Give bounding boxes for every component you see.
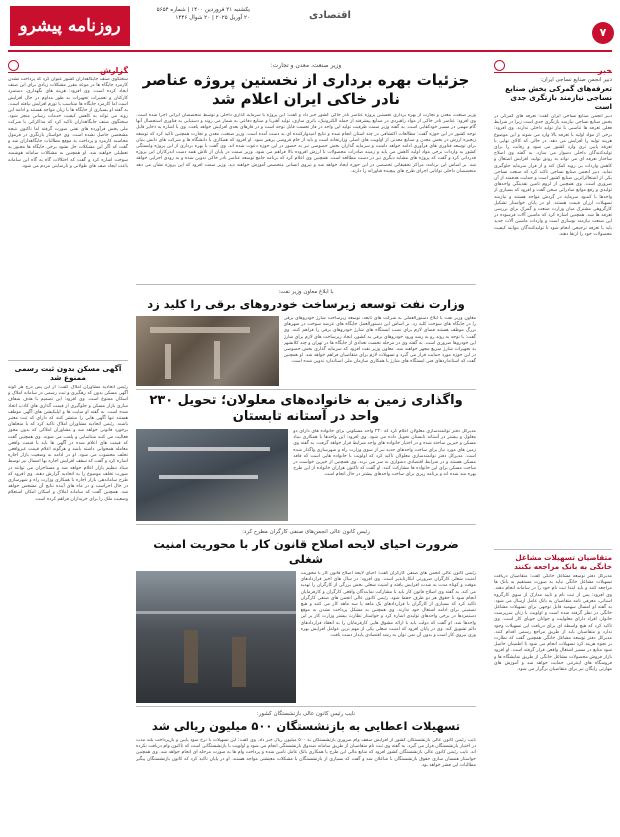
story-row	[136, 316, 476, 386]
story-kicker: با ابلاغ معاون وزیر نفت:	[278, 289, 334, 295]
circle-icon	[8, 60, 19, 71]
story-body-text: نایب رئیس کانون عالی بازنشستگان کشور از افزایش سقف وام ضروری بازنشستگان به ۵۰۰ میلیون ریال خبر داد. وی گفت: این تسهیلات با نرخ سود پایین و بازپرداخت بلند مدت در اختیار بازنشستگان قرار می گیرد. به گفته وی ثبت نام متقاضیان از طریق سامانه صندوق بازنشستگی انجام می شود و اولویت با بازنشستگانی است که تاکنون وام دریافت نکرده اند. نایب رئیس کانون عالی بازنشستگان کشور افزود که منابع مالی این طرح با همکاری بانک عامل تامین شده و پرداخت وام ها به صورت مرحله ای انجام خواهد شد. وی همچنین خواستار همسان سازی حقوق بازنشستگان با شاغلان شد و گفت که بسیاری از بازنشستگان با مشکلات معیشتی مواجه هستند. او در پایان تاکید کرد که کانون بازنشستگان پیگیر مطالبات این قشر خواهد بود.	[136, 738, 476, 768]
news-tag	[494, 58, 612, 73]
lead-body	[136, 113, 476, 281]
news-tag-label: خبر	[597, 66, 612, 75]
issue-date-line-2: ۲۰ آوریل ۲۰۲۵ | ۲۰ شوال ۱۴۴۶	[175, 15, 250, 21]
header-divider	[8, 50, 612, 52]
report-tag-label: گزارش	[99, 66, 128, 75]
housing-photo	[136, 429, 288, 521]
circle-icon	[494, 60, 505, 71]
main-column	[136, 58, 476, 828]
divider	[8, 360, 128, 361]
lead-body-text: وزیر صنعت، معدن و تجارت از بهره برداری نخستین پروژه عناصر نادر خاکی کشور خبر داد و گفت: این پروژه با سرمایه گذاری داخلی و توسط متخصصان ایرانی اجرا شده است. وی افزود: عناصر نادر خاکی از مواد راهبردی در صنایع پیشرفته از جمله الکترونیک، باتری سازی، تولید آهنربا و صنایع دفاعی به شمار می روند و دستیابی به فناوری استحصال آنها گام مهمی در مسیر خودکفایی است. به گفته وزیر صمت ظرفیت تولید این واحد در فاز نخست قابل توجه است و در فازهای بعدی افزایش خواهد یافت. وی با اشاره به ذخایر قابل توجه کشور در این حوزه گفت: مطالعات اکتشافی در چند استان انجام شده و نتایج امیدوارکننده ای به دست آمده است. وزیر صنعت، معدن و تجارت همچنین تاکید کرد که توسعه زنجیره ارزش در بخش معدن و صنایع معدنی از اولویت های اصلی وزارتخانه است و باید از خام فروشی پرهیز شود. او افزود که همکاری با دانشگاه ها و شرکت های دانش بنیان برای توسعه فناوری های فرآوری ادامه خواهد داشت و سرمایه گذاران بخش خصوصی نیز به حضور در این حوزه دعوت شده اند. وی گفت با بهره برداری از این پروژه وابستگی کشور به واردات برخی مواد اولیه کاهش می یابد و زمینه صادرات محصولات با ارزش افزوده بالا فراهم می شود. وزیر صمت در پایان از تلاش همه دست اندرکاران این پروژه قدردانی کرد و گفت که پروژه های مشابه دیگری نیز در دست مطالعه است. همچنین وی اعلام کرد که برنامه جامع توسعه عناصر نادر خاکی تدوین شده و به زودی اجرایی خواهد شد. بر اساس این برنامه، مراکز تحقیقاتی تخصصی در این حوزه ایجاد خواهد شد و نیروی انسانی متخصص آموزش خواهند دید. وزیر صمت افزود که این پروژه نشان می دهد متخصصان داخلی توانایی اجرای طرح های پیچیده فناورانه را دارند.	[136, 113, 476, 174]
story-body: مدیرکل دفتر توانمندسازی معلولان اعلام کرد که ۲۳۰ واحد مسکونی برای خانواده های دارای دو معلول و بیشتر در آستانه تابستان تحویل داده می شود. وی افزود: این واحدها با همکاری بنیاد مسکن و خیرین ساخته شده و در اختیار خانواده های واجد شرایط قرار خواهد گرفت. به گفته وی زمین های مورد نیاز برای ساخت واحدهای جدید نیز از سوی وزارت راه و شهرسازی واگذار شده است. مدیرکل دفتر توانمندسازی معلولان تاکید کرد که اولویت با خانواده هایی است که فاقد مسکن هستند و در شرایط اقتصادی دشواری به سر می برند. وی همچنین از خیرین خواست در ساخت مسکن برای این خانواده ها مشارکت کنند. او گفت که تاکنون هزاران خانواده از این طرح بهره مند شده اند و برنامه ریزی برای ساخت واحدهای بیشتر در حال انجام است.	[293, 429, 476, 478]
section-title: اقتصادی	[309, 10, 351, 21]
story-body: مدیرکل دفتر توسعه مشاغل خانگی گفت: متقاضیان دریافت تسهیلات مشاغل خانگی نباید به صورت مستقیم به بانک ها مراجعه کنند و باید ابتدا ثبت نام خود را در سامانه انجام دهند. وی افزود: پس از ثبت نام و تایید مدارک از سوی کارگروه استانی، معرفی نامه متقاضیان به بانک عامل ارسال می شود. به گفته او امسال سهمیه قابل توجهی برای تسهیلات مشاغل خانگی در نظر گرفته شده است و اولویت با زنان سرپرست خانوار، افراد دارای معلولیت و جوانان جویای کار است. وی تاکید کرد که هیچ واسطه ای برای دریافت این تسهیلات وجود ندارد و متقاضیان باید از طریق مراجع رسمی اقدام کنند. مدیرکل دفتر توسعه مشاغل خانگی همچنین گفت که نظارت بر نحوه هزینه کرد تسهیلات انجام می شود تا اطمینان حاصل شود منابع در مسیر اشتغال واقعی قرار گرفته است. او افزود بازار فروش محصولات مشاغل خانگی از طریق نمایشگاه ها و فروشگاه های اینترنتی حمایت خواهد شد و آموزش های مهارتی رایگان نیز برای متقاضیان برگزار می شود.	[494, 574, 612, 673]
left-column	[8, 58, 128, 828]
story-headline: واگذاری زمین به خانواده‌های معلولان؛ تحویل ۲۳۰ واحد در آستانه تابستان	[149, 393, 463, 424]
report-tag	[8, 58, 128, 73]
story-body: معاون وزیر نفت با ابلاغ دستورالعملی به شرکت های تابعه، توسعه زیرساخت شارژ خودروهای برقی را در جایگاه های سوخت کلید زد. بر اساس این دستورالعمل جایگاه های عرضه سوخت در شهرهای بزرگ موظف هستند فضای لازم برای نصب ایستگاه های شارژ خودروهای برقی را فراهم کنند. وی گفت: با توجه به روند رو به رشد ورود خودروهای برقی به کشور، ایجاد زیرساخت های لازم برای شارژ این خودروها ضروری است. به گفته وی در مرحله نخست تعدادی از جایگاه ها در تهران و چند کلانشهر به تجهیزات شارژ سریع مجهز خواهند شد. معاون وزیر نفت افزود که سرمایه گذاری بخش خصوصی در این حوزه مورد حمایت قرار می گیرد و تسهیلات لازم برای متقاضیان فراهم خواهد شد. او همچنین گفت که استانداردهای فنی ایستگاه های شارژ با همکاری سازمان ملی استاندارد تدوین شده است.	[283, 316, 476, 365]
ev-charging-photo	[136, 316, 279, 386]
lead-headline: جزئیات بهره برداری از نخستین پروژه عناصر نادر خاکی ایران اعلام شد	[142, 71, 470, 108]
issue-date-line: یکشنبه ۳۱ فروردین ۱۴۰۰ | شماره ۵۶۵۴	[156, 7, 250, 13]
story-kicker: رئیس کانون عالی انجمن‌های صنفی کارگران مطرح کرد:	[242, 529, 370, 535]
right-column	[494, 58, 612, 828]
divider	[136, 389, 476, 390]
story-kicker: دبیر انجمن صنایع نساجی ایران:	[540, 77, 612, 83]
story-headline: وزارت نفت توسعه زیرساخت خودروهای برقی را کلید زد	[147, 297, 465, 311]
lead-kicker: وزیر صنعت، معدن و تجارت:	[270, 62, 342, 69]
story-headline: متقاضیان تسهیلات مشاغل خانگی به بانک مراجعه نکنند	[514, 553, 612, 571]
divider	[494, 549, 612, 550]
story-body: رئیس کانون عالی انجمن های صنفی کارگران گفت: احیای لایحه اصلاح قانون کار با محوریت امنیت شغلی کارگران ضرورتی انکارناپذیر است. وی افزود: در سال های اخیر قراردادهای موقت و کوتاه مدت به شدت افزایش یافته و امنیت شغلی بخش بزرگی از کارگران را تهدید می کند. به گفته وی اصلاح قانون کار باید با مشارکت نمایندگان واقعی کارگران و کارفرمایان انجام شود تا حقوق هر دو طرف حفظ شود. رئیس کانون عالی انجمن های صنفی کارگران تاکید کرد که بسیاری از کارگران با قراردادهای یک ماهه یا سه ماهه کار می کنند و هیچ تضمینی برای ادامه اشتغال خود ندارند. وی همچنین به مشکل پرداخت نشدن به موقع دستمزدها در برخی واحدهای تولیدی اشاره کرد و خواستار نظارت بیشتر وزارت کار بر این واحدها شد. او گفت که دولت باید با ارائه مشوق هایی کارفرمایان را به انعقاد قراردادهای دائم تشویق کند. وی در پایان افزود که امنیت شغلی یکی از مهم ترین عوامل افزایش بهره وری نیروی کار است و بدون آن نمی توان به رشد اقتصادی پایدار دست یافت.	[300, 571, 476, 639]
story-headline: تسهیلات اعطایی به بازنشستگان ۵۰۰ میلیون ریالی شد	[151, 719, 461, 733]
report-body: سخنگوی صنف جایگاهداران کشور عنوان کرد که پرداخت نشدن کارمزد جایگاه ها در موعد مقرر مشکلات زیادی برای این صنف ایجاد کرده است. وی افزود: هزینه های نگهداری، دستمزد کارکنان و تعمیرات تجهیزات به طور مداوم در حال افزایش است اما کارمزد جایگاه ها متناسب با تورم افزایش نیافته است. به گفته او بسیاری از جایگاه ها با زیان مواجه هستند و ادامه این روند می تواند به کاهش کیفیت خدمات رسانی منجر شود. سخنگوی صنف جایگاهداران تاکید کرد که مذاکراتی با شرکت ملی پخش فرآورده های نفتی صورت گرفته اما تاکنون نتیجه مشخصی حاصل نشده است. وی خواستار بازنگری در فرمول محاسبه کارمزد و پرداخت به موقع مطالبات جایگاهداران شد و گفت که اگر این مشکلات حل نشود برخی جایگاه ها مجبور به تعطیلی خواهند شد. او همچنین به مشکلات سامانه هوشمند سوخت اشاره کرد و گفت که اختلالات گاه به گاه این سامانه باعث ایجاد صف های طولانی و نارضایتی مردم می شود.	[8, 77, 128, 169]
story-body	[136, 738, 476, 810]
story-row	[136, 571, 476, 703]
issue-info	[140, 6, 250, 22]
page-number: ۷	[592, 22, 614, 44]
workers-photo	[136, 571, 296, 703]
story-headline: تعرفه‌های گمرکی بخش صنایع نساجی نیازمند بازنگری جدی است	[505, 84, 612, 111]
divider	[136, 284, 476, 285]
story-body: رئیس اتحادیه مشاوران املاک گفت: از این پس درج هر گونه آگهی مسکن بدون کد رهگیری و ثبت رسمی در سامانه املاک و اسکان ممنوع است. وی افزود: این تصمیم با هدف شفاف سازی بازار مسکن و جلوگیری از قیمت گذاری های کاذب اتخاذ شده است. به گفته او سایت ها و اپلیکیشن های آگهی موظف هستند تنها آگهی هایی را منتشر کنند که دارای کد ثبت معتبر باشند. رئیس اتحادیه مشاوران املاک تاکید کرد که با متخلفان برخورد قانونی خواهد شد و مشاوران املاکی که بدون مجوز فعالیت می کنند شناسایی و پلمب می شوند. وی همچنین گفت که قیمت های اعلام شده در آگهی ها باید با قیمت واقعی معامله همخوانی داشته باشد و هرگونه اعلام قیمت غیرواقعی تخلف محسوب می شود. او در ادامه به وضعیت بازار اجاره اشاره کرد و گفت که سقف افزایش اجاره بها امسال نیز توسط ستاد تنظیم بازار اعلام خواهد شد و مستاجران می توانند در صورت تخلف موضوع را به اتحادیه گزارش دهند. وی افزود که طرح ساماندهی بازار اجاره با همکاری وزارت راه و شهرسازی در حال اجراست و در ماه های آینده نتایج آن مشخص خواهد شد. همچنین گفت که سامانه املاک و اسکان امکان استعلام وضعیت ملک را برای خریداران فراهم کرده است.	[8, 385, 128, 502]
divider	[136, 706, 476, 707]
story-headline: ضرورت احیای لایحه اصلاح قانون کار با محوریت امنیت شغلی	[153, 537, 459, 566]
masthead-logo: روزنامه پیشرو	[10, 6, 130, 46]
page-header	[0, 0, 620, 56]
divider	[136, 524, 476, 525]
story-headline: آگهی مسکن بدون ثبت رسمی ممنوع شد	[14, 364, 122, 382]
story-kicker: نایب رئیس کانون عالی بازنشستگان کشور:	[256, 711, 356, 717]
story-body: دبیر انجمن صنایع نساجی ایران گفت: تعرفه های گمرکی در بخش صنایع نساجی نیازمند بازنگری جدی است زیرا در شرایط فعلی تعرفه ها تناسبی با نیاز تولید داخلی ندارند. وی افزود: برخی از مواد اولیه با تعرفه بالا وارد می شوند و این موضوع هزینه تولید را افزایش می دهد. در حالی که کالای نهایی با تعرفه پایین تری وارد کشور می شود و رقابت را برای تولیدکنندگان داخلی دشوار می سازد. به گفته وی اصلاح ساختار تعرفه ای می تواند به رونق تولید، افزایش اشتغال و کاهش واردات بی رویه کمک کند و از فرار سرمایه جلوگیری نماید. دبیر انجمن صنایع نساجی تاکید کرد که صنعت نساجی یکی از اشتغالزاترین صنایع کشور است و حمایت هدفمند از آن ضروری است. وی همچنین از لزوم تامین نقدینگی واحدهای تولیدی و رفع موانع صادراتی سخن گفت و افزود که بسیاری از واحدها با کمبود سرمایه در گردش مواجه هستند و نیازمند تسهیلات ارزان قیمت هستند. او در پایان خواستار تشکیل کارگروهی مشترک میان وزارت صنعت و گمرک برای بررسی تعرفه ها شد. همچنین اشاره کرد که ماشین آلات فرسوده در این صنعت نیازمند نوسازی است و واردات ماشین آلات جدید باید با تعرفه ترجیحی انجام شود تا تولیدکنندگان بتوانند کیفیت محصولات خود را ارتقا دهند.	[494, 114, 612, 237]
story-row	[136, 429, 476, 521]
